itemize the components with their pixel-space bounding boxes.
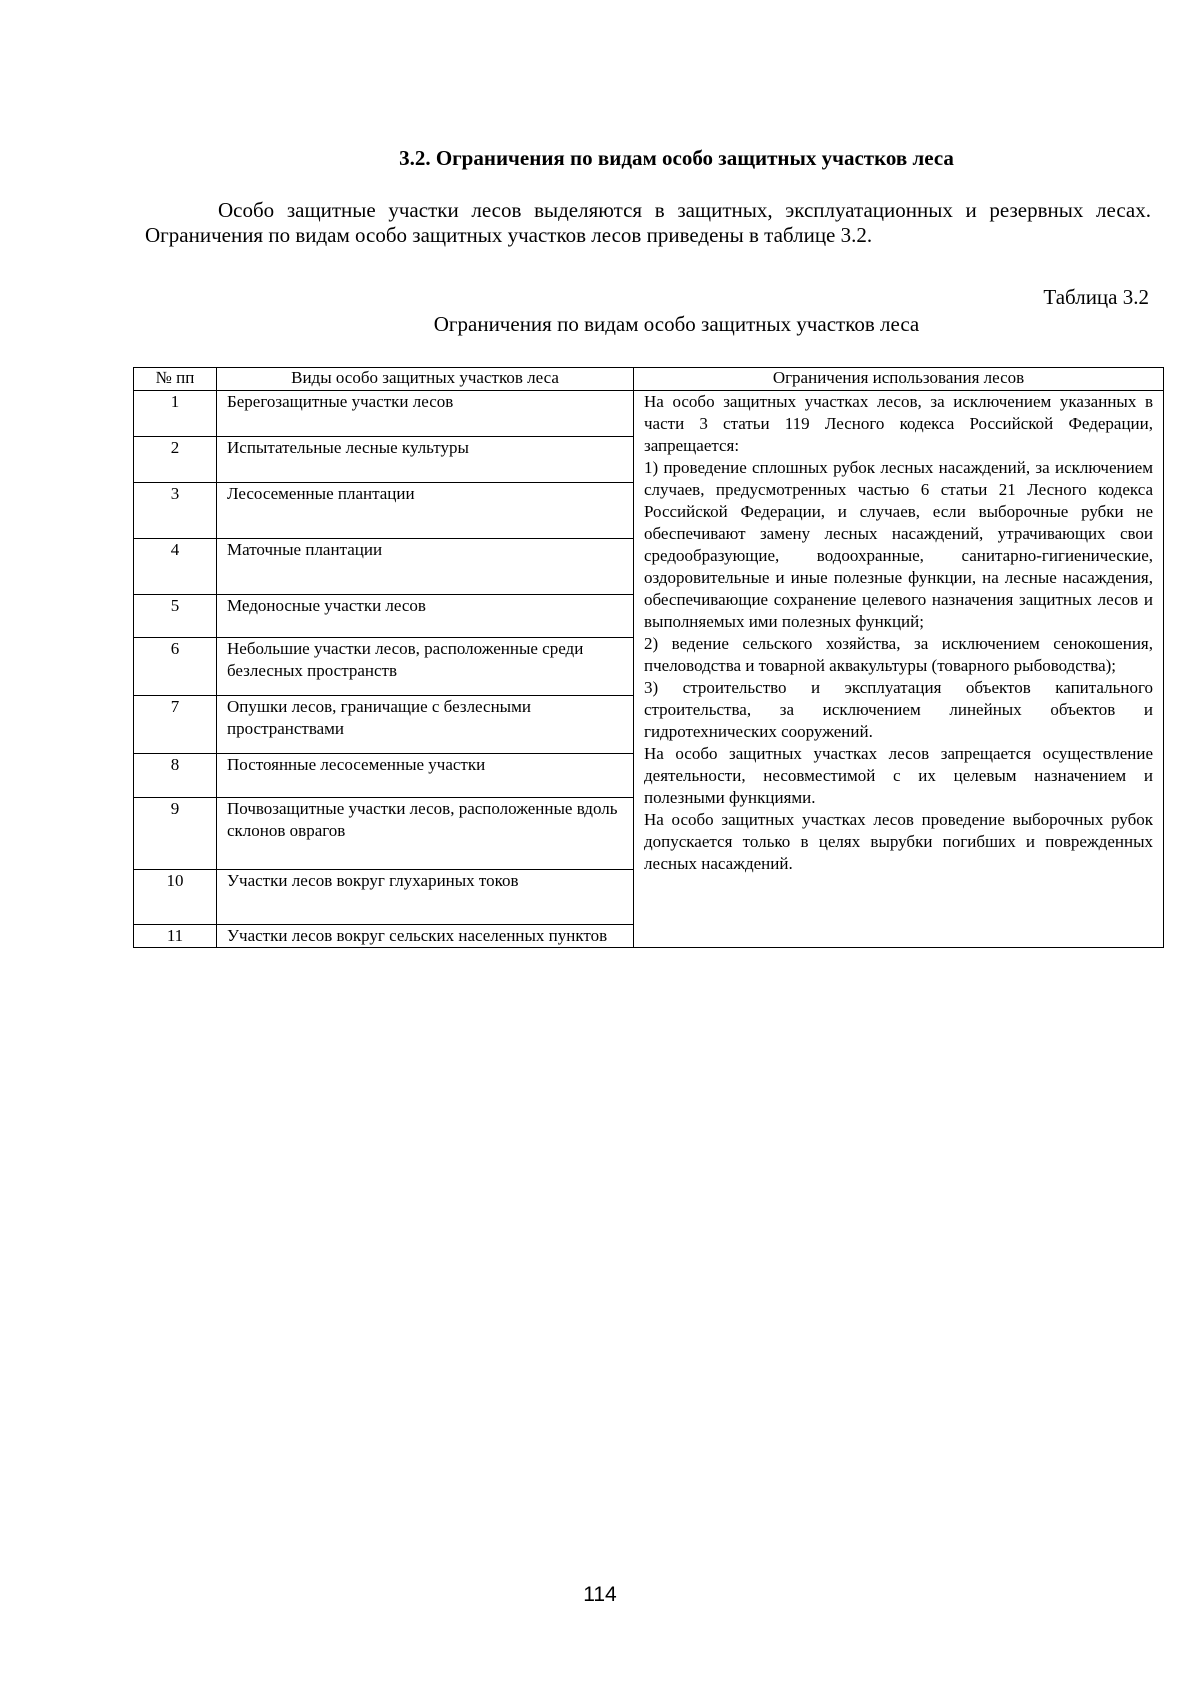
table-header-row	[134, 368, 1164, 391]
header-type: Виды особо защитных участков леса	[217, 368, 634, 391]
limits-cell	[634, 391, 1164, 948]
row-type: Постоянные лесосеменные участки	[217, 754, 634, 798]
limits-paragraph: 2) ведение сельского хозяйства, за исключением сенокошения, пчеловодства и товарной аквакультуры (товарного рыбоводства);	[644, 634, 1153, 675]
row-type: Берегозащитные участки лесов	[217, 391, 634, 437]
restrictions-table	[133, 367, 1164, 948]
row-number: 5	[134, 595, 217, 638]
row-type: Участки лесов вокруг сельских населенных пунктов	[217, 925, 634, 948]
row-type: Небольшие участки лесов, расположенные среди безлесных пространств	[217, 638, 634, 696]
row-number: 8	[134, 754, 217, 798]
table-number-label: Таблица 3.2	[1043, 285, 1149, 309]
table-row	[134, 391, 1164, 437]
row-number: 9	[134, 798, 217, 870]
row-type: Почвозащитные участки лесов, расположенные вдоль склонов оврагов	[217, 798, 634, 870]
section-heading: 3.2. Ограничения по видам особо защитных участков леса	[399, 146, 954, 170]
row-number: 4	[134, 539, 217, 595]
row-type: Участки лесов вокруг глухариных токов	[217, 870, 634, 925]
row-type: Медоносные участки лесов	[217, 595, 634, 638]
page-number: 114	[583, 1583, 617, 1606]
row-number: 2	[134, 437, 217, 483]
row-type: Маточные плантации	[217, 539, 634, 595]
row-number: 3	[134, 483, 217, 539]
row-type: Испытательные лесные культуры	[217, 437, 634, 483]
row-number: 10	[134, 870, 217, 925]
limits-paragraph: На особо защитных участках лесов, за исключением указанных в части 3 статьи 119 Лесного кодекса Российской Федерации, запрещается:	[644, 392, 1153, 455]
row-number: 1	[134, 391, 217, 437]
table-caption: Ограничения по видам особо защитных участков леса	[433, 312, 920, 336]
row-number: 7	[134, 696, 217, 754]
row-number: 6	[134, 638, 217, 696]
header-num: № пп	[134, 368, 217, 391]
header-limits: Ограничения использования лесов	[634, 368, 1164, 391]
limits-paragraph: 1) проведение сплошных рубок лесных насаждений, за исключением случаев, предусмотренных частью 6 статьи 21 Лесного кодекса Российской Федерации, и случаев, если выборочные рубки не обеспечивают замену лесных насаждений, утрачивающих свои средообразующие, водоохранные, санитарно-гигиенические, оздоровительные и иные полезные функции, на лесные насаждения, обеспечивающие сохранение целевого назначения защитных лесов и выполняемых ими полезных функций;	[644, 458, 1153, 631]
intro-paragraph: Особо защитные участки лесов выделяются в защитных, эксплуатационных и резервных лесах. Ограничения по видам особо защитных участков лесов приведены в таблице 3.2.	[145, 198, 1151, 247]
limits-paragraph: На особо защитных участках лесов проведение выборочных рубок допускается только в целях вырубки погибших и поврежденных лесных насаждений.	[644, 810, 1153, 873]
limits-paragraph: 3) строительство и эксплуатация объектов капитального строительства, за исключением линейных объектов и гидротехнических сооружений.	[644, 678, 1153, 741]
limits-paragraph: На особо защитных участках лесов запрещается осуществление деятельности, несовместимой с их целевым назначением и полезными функциями.	[644, 744, 1153, 807]
row-type: Лесосеменные плантации	[217, 483, 634, 539]
row-type: Опушки лесов, граничащие с безлесными пространствами	[217, 696, 634, 754]
row-number: 11	[134, 925, 217, 948]
